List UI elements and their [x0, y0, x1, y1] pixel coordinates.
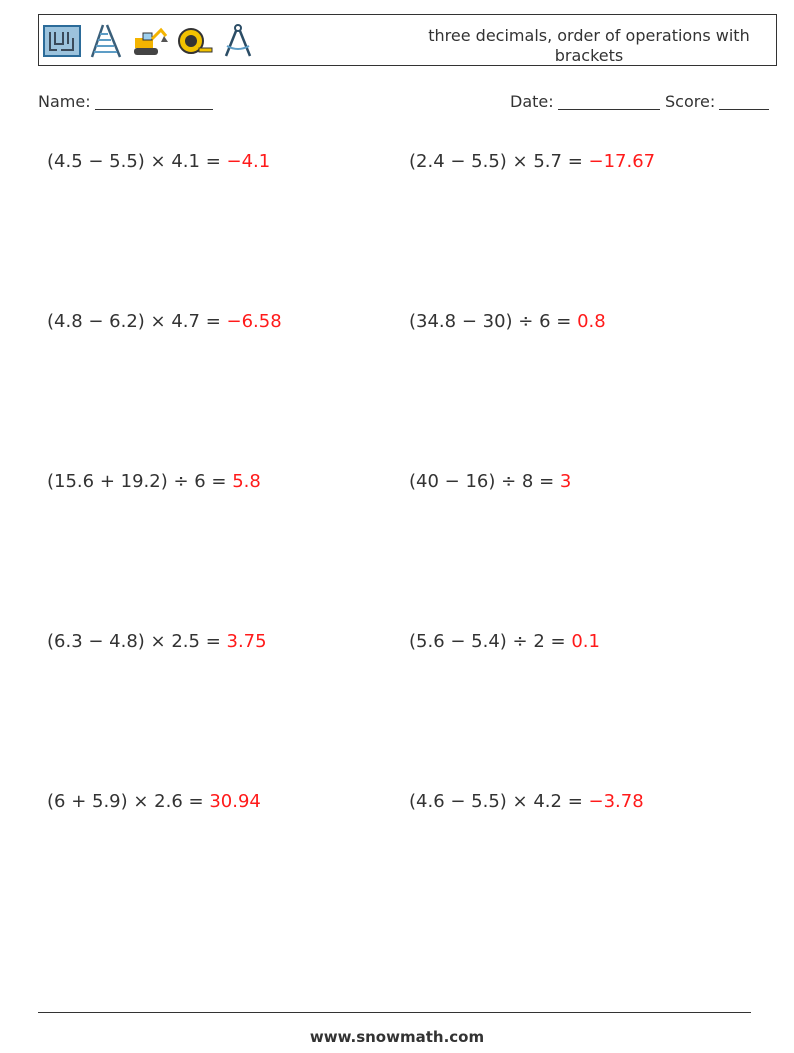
problem-answer: −4.1	[226, 151, 271, 172]
worksheet-header	[38, 14, 777, 66]
problem-5	[47, 471, 261, 492]
problem-expression: (6.3 − 4.8) × 2.5 =	[47, 631, 227, 652]
problem-expression: (4.5 − 5.5) × 4.1 =	[47, 151, 227, 172]
name-field	[38, 92, 213, 111]
problem-6	[409, 471, 571, 492]
problem-answer: 30.94	[209, 791, 261, 812]
compass-icon	[219, 22, 257, 60]
score-blank[interactable]	[719, 93, 769, 110]
footer-divider	[38, 1012, 751, 1013]
date-blank[interactable]	[558, 93, 660, 110]
ladder-icon	[87, 22, 125, 60]
problem-10	[409, 791, 644, 812]
name-label: Name:	[38, 92, 91, 111]
score-label: Score:	[665, 92, 716, 111]
problem-expression: (5.6 − 5.4) ÷ 2 =	[409, 631, 572, 652]
problem-answer: 0.1	[571, 631, 600, 652]
problem-3	[47, 311, 282, 332]
tape-measure-icon	[175, 22, 213, 60]
problem-expression: (4.8 − 6.2) × 4.7 =	[47, 311, 227, 332]
score-field	[665, 92, 769, 111]
problem-answer: 5.8	[232, 471, 261, 492]
problem-expression: (15.6 + 19.2) ÷ 6 =	[47, 471, 233, 492]
problem-4	[409, 311, 606, 332]
problem-1	[47, 151, 270, 172]
header-icons	[43, 21, 257, 61]
problem-answer: −17.67	[588, 151, 656, 172]
problem-expression: (4.6 − 5.5) × 4.2 =	[409, 791, 589, 812]
excavator-icon	[131, 22, 169, 60]
footer-url[interactable]: www.snowmath.com	[309, 1028, 485, 1046]
problem-7	[47, 631, 267, 652]
problem-expression: (34.8 − 30) ÷ 6 =	[409, 311, 578, 332]
problem-8	[409, 631, 600, 652]
problem-9	[47, 791, 261, 812]
date-label: Date:	[510, 92, 554, 111]
date-field	[510, 92, 660, 111]
problem-answer: 3.75	[226, 631, 267, 652]
problem-2	[409, 151, 655, 172]
problem-answer: 0.8	[577, 311, 606, 332]
problem-expression: (2.4 − 5.5) × 5.7 =	[409, 151, 589, 172]
name-blank[interactable]	[95, 93, 213, 110]
worksheet-title: three decimals, order of operations with brackets	[428, 26, 750, 65]
problem-answer: −3.78	[588, 791, 644, 812]
problem-answer: −6.58	[226, 311, 282, 332]
problem-expression: (40 − 16) ÷ 8 =	[409, 471, 560, 492]
problem-answer: 3	[559, 471, 572, 492]
maze-icon	[43, 22, 81, 60]
problem-expression: (6 + 5.9) × 2.6 =	[47, 791, 210, 812]
